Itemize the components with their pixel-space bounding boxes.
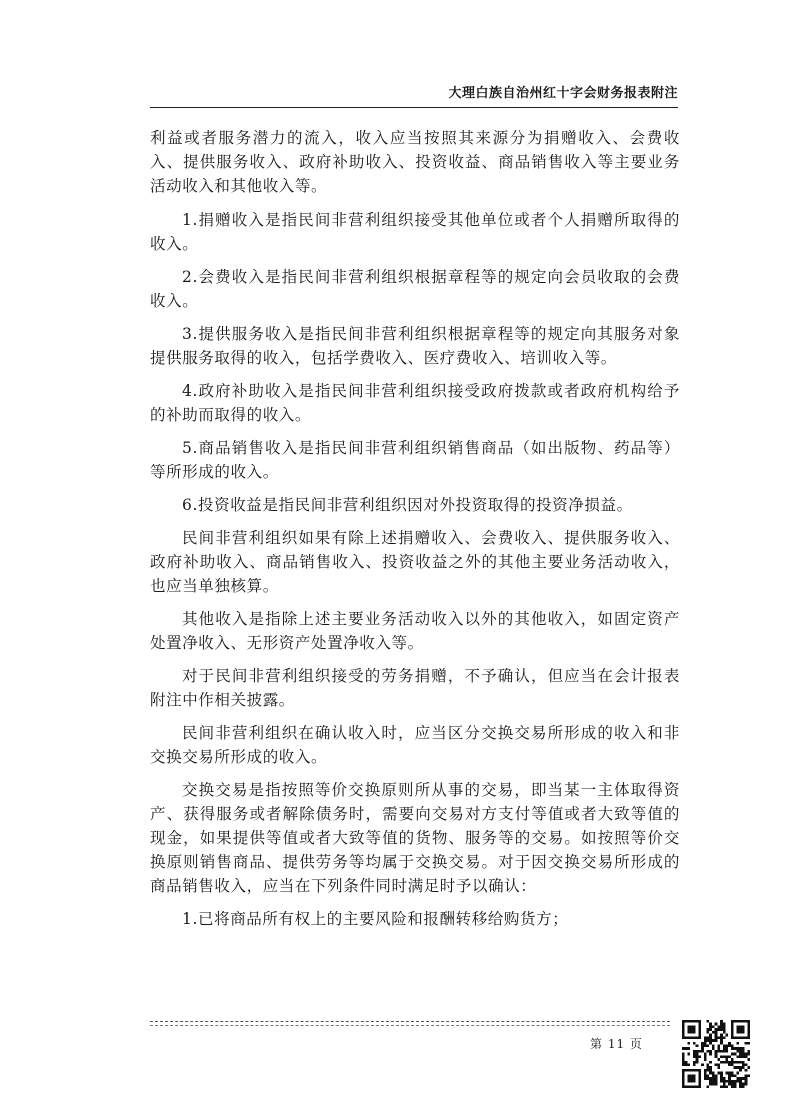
paragraph: 交换交易是指按照等价交换原则所从事的交易，即当某一主体取得资产、获得服务或者解除债务时，需要向交易对方支付等值或者大致等值的现金，如果提供等值或者大致等值的货物、服务等的交易。如按照等价交换原则销售商品、提供劳务等均属于交换交易。对于因交换交易所形成的商品销售收入，应当在下列条件同时满足时予以确认： [150, 781, 680, 895]
paragraph: 利益或者服务潜力的流入，收入应当按照其来源分为捐赠收入、会费收入、提供服务收入、政府补助收入、投资收益、商品销售收入等主要业务活动收入和其他收入等。 [150, 129, 680, 195]
paragraph: 3.提供服务收入是指民间非营利组织根据章程等的规定向其服务对象提供服务取得的收入，包括学费收入、医疗费收入、培训收入等。 [150, 325, 680, 367]
paragraph: 2.会费收入是指民间非营利组织根据章程等的规定向会员收取的会费收入。 [150, 268, 680, 310]
qr-code-icon [682, 1020, 750, 1088]
paragraph: 民间非营利组织如果有除上述捐赠收入、会费收入、提供服务收入、政府补助收入、商品销售收入、投资收益之外的其他主要业务活动收入，也应当单独核算。 [150, 529, 680, 595]
document-body [150, 126, 680, 940]
document-header: 大理白族自治州红十字会财务报表附注 [150, 82, 678, 108]
paragraph: 对于民间非营利组织接受的劳务捐赠，不予确认，但应当在会计报表附注中作相关披露。 [150, 667, 680, 709]
paragraph: 6.投资收益是指民间非营利组织因对外投资取得的投资净损益。 [182, 496, 633, 514]
paragraph: 民间非营利组织在确认收入时，应当区分交换交易所形成的收入和非交换交易所形成的收入。 [150, 724, 680, 766]
paragraph: 5.商品销售收入是指民间非营利组织销售商品（如出版物、药品等）等所形成的收入。 [150, 439, 680, 481]
paragraph: 1.已将商品所有权上的主要风险和报酬转移给购货方； [182, 910, 569, 928]
paragraph: 1.捐赠收入是指民间非营利组织接受其他单位或者个人捐赠所取得的收入。 [150, 211, 680, 253]
footer-divider [150, 1021, 670, 1022]
page-number: 第 11 页 [590, 1037, 643, 1051]
paragraph: 4.政府补助收入是指民间非营利组织接受政府拨款或者政府机构给予的补助而取得的收入。 [150, 382, 680, 424]
paragraph: 其他收入是指除上述主要业务活动收入以外的其他收入，如固定资产处置净收入、无形资产处置净收入等。 [150, 610, 680, 652]
footer-divider [150, 1025, 670, 1026]
